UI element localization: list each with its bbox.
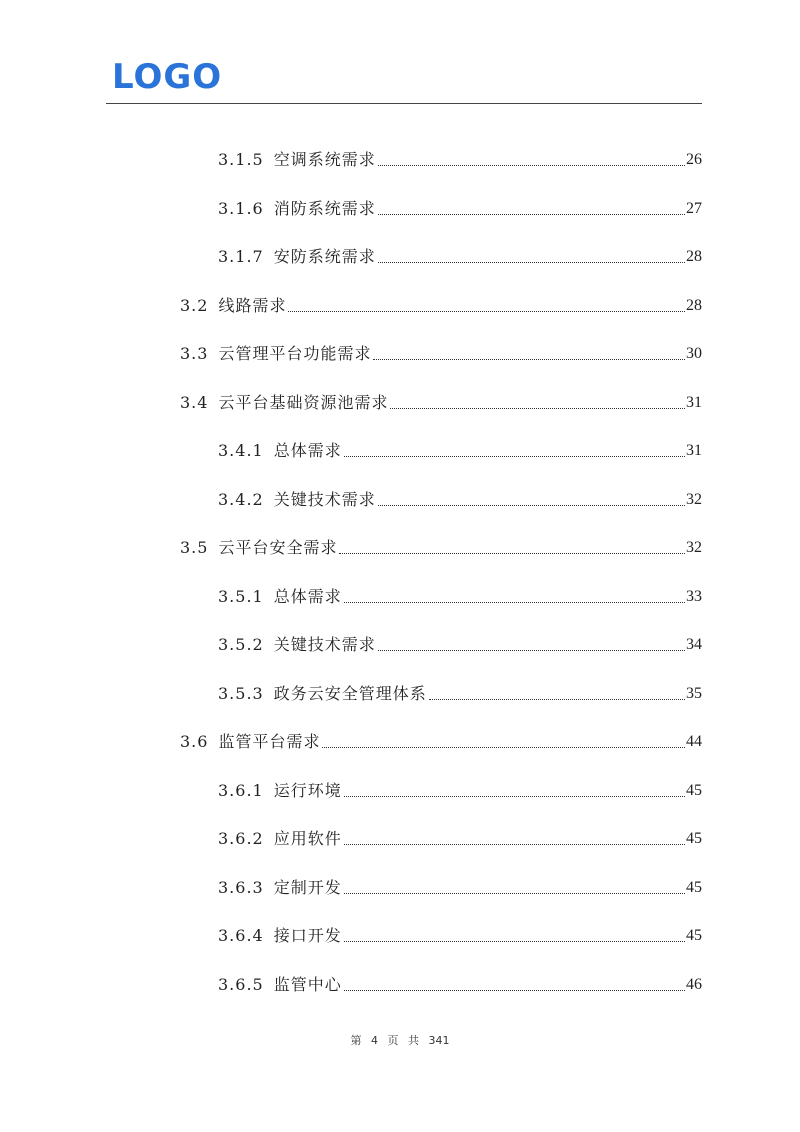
footer-total-pages: 341 xyxy=(428,1034,450,1047)
toc-dot-leader xyxy=(378,505,685,506)
toc-entry-title: 监管平台需求 xyxy=(218,732,321,751)
toc-entry-number: 3.5 xyxy=(180,538,209,557)
toc-dot-leader xyxy=(344,796,685,797)
toc-entry-title: 总体需求 xyxy=(273,441,342,460)
footer-current-page: 4 xyxy=(371,1034,378,1047)
toc-entry[interactable] xyxy=(218,140,702,170)
toc-entry-number: 3.6.2 xyxy=(218,829,264,848)
toc-entry-title: 关键技术需求 xyxy=(273,635,376,654)
toc-entry[interactable] xyxy=(180,286,702,316)
toc-entry-title: 定制开发 xyxy=(273,877,342,897)
toc-entry-number: 3.4.2 xyxy=(218,489,264,509)
toc-dot-leader xyxy=(344,844,685,845)
toc-dot-leader xyxy=(373,359,685,360)
toc-entry-title: 线路需求 xyxy=(218,295,287,315)
toc-entry-page: 31 xyxy=(686,393,702,411)
toc-dot-leader xyxy=(322,747,685,748)
toc-entry-page: 45 xyxy=(686,927,702,944)
toc-dot-leader xyxy=(288,311,685,312)
toc-entry-number: 3.5.2 xyxy=(218,635,264,654)
toc-dot-leader xyxy=(429,699,685,700)
toc-entry-title: 安防系统需求 xyxy=(273,247,376,266)
toc-entry-number: 3.6.3 xyxy=(218,877,264,897)
toc-entry-number: 3.6.1 xyxy=(218,780,264,800)
toc-entry[interactable] xyxy=(218,674,702,704)
toc-entry-number: 3.4.1 xyxy=(218,441,264,460)
toc-entry-title: 应用软件 xyxy=(273,829,342,848)
toc-entry-number: 3.1.5 xyxy=(218,150,264,169)
toc-entry-page: 27 xyxy=(686,199,702,217)
toc-entry-number: 3.6.4 xyxy=(218,926,264,945)
toc-entry-title: 云平台基础资源池需求 xyxy=(218,392,389,412)
toc-entry-page: 33 xyxy=(686,587,702,605)
toc-entry-page: 32 xyxy=(686,539,702,556)
toc-entry-page: 44 xyxy=(686,733,702,750)
toc-entry[interactable] xyxy=(218,771,702,801)
toc-entry-title: 空调系统需求 xyxy=(273,150,376,169)
toc-entry-page: 32 xyxy=(686,490,702,508)
toc-dot-leader xyxy=(378,650,685,651)
toc-dot-leader xyxy=(344,456,685,457)
toc-entry[interactable] xyxy=(180,383,702,413)
toc-entry-number: 3.1.6 xyxy=(218,198,264,218)
toc-entry[interactable] xyxy=(218,819,702,849)
footer-prefix: 第 xyxy=(350,1034,362,1047)
toc-entry-number: 3.2 xyxy=(180,295,209,315)
toc-dot-leader xyxy=(344,990,685,991)
toc-entry-page: 30 xyxy=(686,345,702,362)
toc-dot-leader xyxy=(378,214,685,215)
footer-page-word: 页 xyxy=(387,1034,399,1047)
toc-dot-leader xyxy=(378,262,685,263)
toc-dot-leader xyxy=(344,893,685,894)
toc-entry[interactable] xyxy=(218,965,702,995)
toc-entry[interactable] xyxy=(180,528,702,558)
toc-entry-number: 3.4 xyxy=(180,392,209,412)
toc-entry-title: 总体需求 xyxy=(273,586,342,606)
toc-entry[interactable] xyxy=(218,189,702,219)
toc-entry-title: 关键技术需求 xyxy=(273,489,376,509)
toc-dot-leader xyxy=(344,602,685,603)
toc-entry-page: 45 xyxy=(686,830,702,847)
toc-entry-title: 消防系统需求 xyxy=(273,198,376,218)
toc-entry-number: 3.3 xyxy=(180,344,209,363)
toc-dot-leader xyxy=(378,165,685,166)
toc-entry-page: 45 xyxy=(686,878,702,896)
toc-entry-page: 35 xyxy=(686,684,702,702)
toc-entry-title: 云平台安全需求 xyxy=(218,538,338,557)
toc-entry-page: 45 xyxy=(686,781,702,799)
toc-dot-leader xyxy=(390,408,685,409)
toc-dot-leader xyxy=(344,941,685,942)
toc-entry-page: 26 xyxy=(686,151,702,168)
toc-entry[interactable] xyxy=(218,237,702,267)
toc-entry[interactable] xyxy=(218,431,702,461)
toc-entry[interactable] xyxy=(218,577,702,607)
header-rule xyxy=(106,103,702,104)
toc-entry-page: 34 xyxy=(686,636,702,653)
toc-entry-title: 接口开发 xyxy=(273,926,342,945)
toc-entry-number: 3.6 xyxy=(180,732,209,751)
toc-entry-page: 46 xyxy=(686,975,702,993)
toc-entry-page: 28 xyxy=(686,248,702,265)
toc-entry-number: 3.5.3 xyxy=(218,683,264,703)
toc-entry-title: 运行环境 xyxy=(273,780,342,800)
page-footer xyxy=(0,1032,800,1048)
toc-entry[interactable] xyxy=(218,625,702,655)
footer-total-prefix: 共 xyxy=(408,1034,419,1047)
toc-entry-title: 云管理平台功能需求 xyxy=(218,344,372,363)
toc-entry[interactable] xyxy=(180,334,702,364)
toc-entry-title: 监管中心 xyxy=(273,974,342,994)
toc-entry[interactable] xyxy=(180,722,702,752)
toc-entry-page: 31 xyxy=(686,442,702,459)
toc-entry[interactable] xyxy=(218,916,702,946)
toc-entry[interactable] xyxy=(218,480,702,510)
toc-entry-title: 政务云安全管理体系 xyxy=(273,683,427,703)
toc-entry-number: 3.1.7 xyxy=(218,247,264,266)
toc-entry-number: 3.5.1 xyxy=(218,586,264,606)
toc-dot-leader xyxy=(339,553,685,554)
toc-entry-number: 3.6.5 xyxy=(218,974,264,994)
logo: LOGO xyxy=(112,57,223,97)
toc-entry-page: 28 xyxy=(686,296,702,314)
toc-entry[interactable] xyxy=(218,868,702,898)
